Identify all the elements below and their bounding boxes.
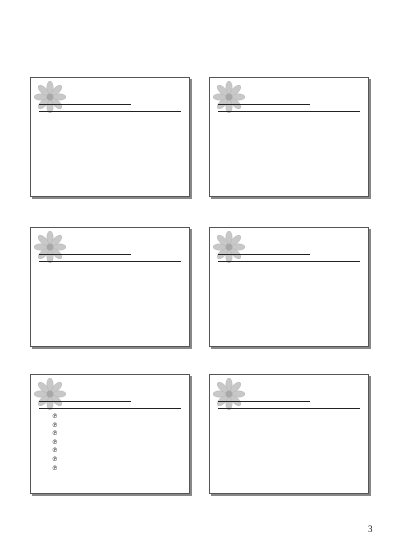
slide-body [218, 116, 362, 190]
table-row [39, 145, 183, 155]
list-item [51, 430, 183, 439]
slide-5 [30, 374, 190, 494]
slide-title [39, 388, 131, 402]
title-rule [39, 111, 181, 112]
data-table [218, 413, 362, 470]
list-item [51, 465, 183, 474]
slide-title [39, 91, 131, 105]
table-row [39, 266, 183, 275]
slide-body [39, 266, 183, 340]
slide-6 [209, 374, 369, 494]
table-row [39, 275, 183, 284]
bullet-icon: ℗ [52, 464, 58, 472]
bullet-icon: ℗ [52, 413, 58, 420]
page-number: 3 [368, 524, 373, 534]
bullet-icon: ℗ [52, 430, 58, 438]
table-row [39, 318, 183, 327]
title-rule [218, 261, 360, 262]
slide-4 [209, 227, 369, 347]
title-rule [218, 111, 360, 112]
list-item [51, 447, 183, 456]
slide-1 [30, 77, 190, 197]
table-row [39, 292, 183, 301]
title-rule [218, 408, 360, 409]
list-item [218, 274, 362, 282]
table-row [39, 283, 183, 292]
slide-body [39, 116, 183, 190]
list-item [218, 138, 362, 149]
list-item [218, 336, 362, 344]
table-row [218, 446, 362, 458]
list-item [218, 266, 362, 274]
slide-2 [209, 77, 369, 197]
table-header [218, 413, 362, 425]
list-item [218, 313, 362, 321]
slide-body [51, 413, 183, 487]
title-rule [39, 261, 181, 262]
slide-body [218, 266, 362, 340]
title-rule [39, 408, 181, 409]
table-row [39, 300, 183, 309]
slide-title [218, 388, 310, 402]
table-row [39, 126, 183, 136]
bullet-icon: ℗ [52, 438, 58, 446]
table-row [39, 326, 183, 335]
bullet-icon: ℗ [52, 421, 58, 429]
list-item [218, 328, 362, 336]
slide-title [39, 241, 131, 255]
list-item [218, 149, 362, 160]
list-item [218, 321, 362, 329]
slide-title [218, 91, 310, 105]
table-row [218, 458, 362, 470]
list-item [51, 439, 183, 448]
list-item [51, 473, 183, 482]
table-row [39, 135, 183, 145]
list-item [218, 297, 362, 305]
slide-3 [30, 227, 190, 347]
list-item [218, 127, 362, 138]
list-item [51, 456, 183, 465]
list-item [51, 422, 183, 431]
table-row [39, 154, 183, 164]
bullet-icon: ℗ [52, 447, 58, 455]
table-row [39, 335, 183, 344]
list-item [218, 305, 362, 313]
table-row [39, 164, 183, 174]
table-row [218, 434, 362, 446]
list-item [218, 160, 362, 171]
list-item [51, 413, 183, 422]
slide-title [218, 241, 310, 255]
table-row [39, 309, 183, 318]
table-subheader [218, 425, 362, 434]
table-row [39, 173, 183, 183]
list-item [218, 282, 362, 290]
table-row [39, 116, 183, 126]
list-item [218, 289, 362, 297]
bullet-icon: ℗ [52, 455, 58, 463]
list-item [218, 116, 362, 127]
